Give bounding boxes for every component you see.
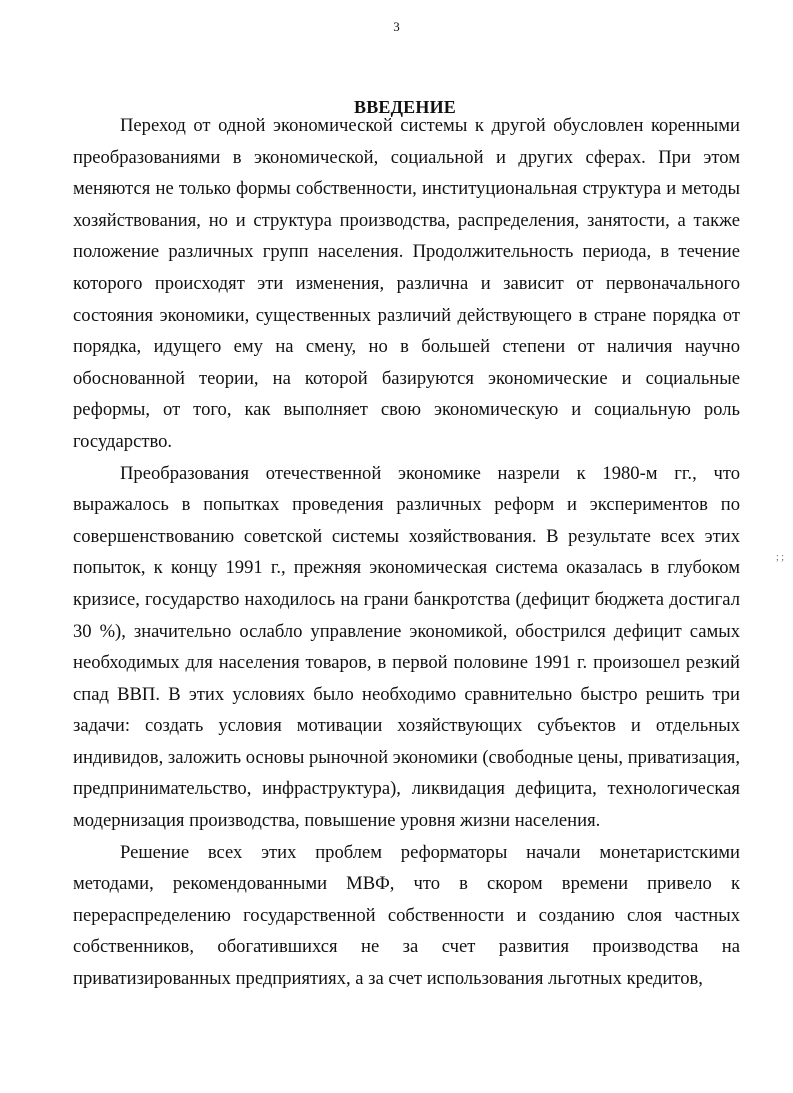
paragraph-monetarist-methods: Решение всех этих проблем реформаторы начали монетаристскими методами, рекомендованными МВФ, что в скором времени привело к перераспределению государственной собственности и созданию слоя частных собственников, обогатившихся не за счет развития производства на приватизированных предприятиях, а за счет использования льготных кредитов, <box>73 841 740 990</box>
paragraph-economic-reforms: Преобразования отечественной экономике назрели к 1980-м гг., что выражалось в попытках проведения различных реформ и экспериментов по совершенствованию советской системы хозяйствования. В результате всех этих попыток, к концу 1991 г., прежняя экономическая система оказалась в глубоком кризисе, государство находилось на грани банкротства (дефицит бюджета достигал 30 %), значительно ослабло управление экономикой, обострился дефицит самых необходимых для населения товаров, в первой половине 1991 г. произошел резкий спад ВВП. В этих условиях было необходимо сравнительно быстро решить три задачи: создать условия мотивации хозяйствующих субъектов и отдельных индивидов, заложить основы рыночной экономики (свободные цены, приватизация, предпринимательство, инфраструктура), ликвидация дефицита, технологическая модернизация производства, повышение уровня жизни населения. <box>73 462 740 832</box>
introduction-text <box>73 110 740 995</box>
section-heading: ВВЕДЕНИЕ <box>353 97 456 118</box>
paragraph-transition-economy: Переход от одной экономической системы к другой обусловлен коренными преобразованиями в экономической, социальной и других сферах. При этом меняются не только формы собственности, институциональная структура и методы хозяйствования, но и структура производства, распределения, занятости, а также положение различных групп населения. Продолжительность периода, в течение которого происходят эти изменения, различна и зависит от первоначального состояния экономики, существенных различий действующего в стране порядка от порядка, идущего ему на смену, но в большей степени от наличия научно обоснованной теории, на которой базируются экономические и социальные реформы, от того, как выполняет свою экономическую и социальную роль государство. <box>73 115 740 452</box>
margin-marks: ; ; <box>776 552 785 563</box>
page-number: 3 <box>393 19 400 34</box>
